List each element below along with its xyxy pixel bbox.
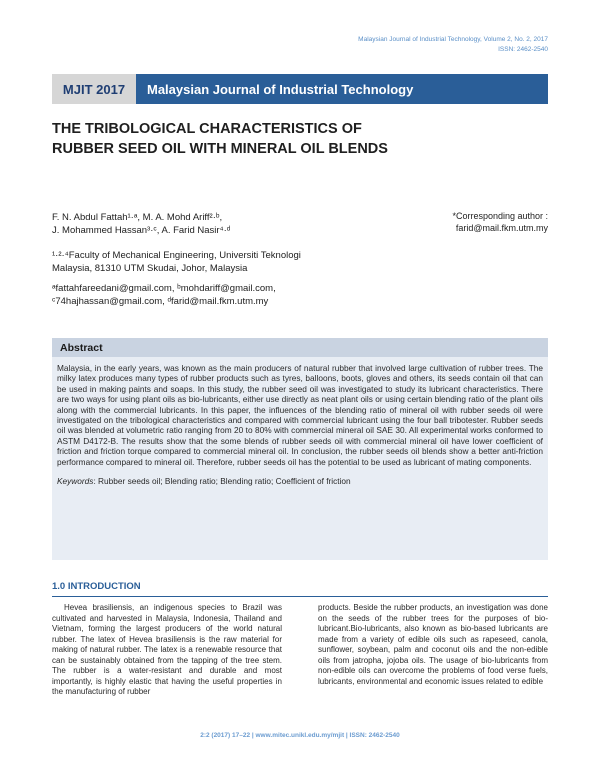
corresponding-author	[452, 210, 548, 234]
banner-full: Malaysian Journal of Industrial Technology	[136, 74, 548, 104]
author-emails	[52, 283, 382, 308]
keywords-label: Keywords	[57, 476, 94, 487]
body-column-right: products. Beside the rubber products, an investigation was done on the seeds of the rubber trees for the purposes of bio-lubricant.Bio-lubricants, also known as bio-based lubricants are made from a variety of edible oils such as rapeseed, canola, sunflower, soybean, palm and coconut oils and the non-edible oils from jatropha, jojoba oils. The usage of bio-lubricants from non-edible oils can overcome the problems of food verse fuels, lubricants, environmental and economic issues related to edible	[318, 603, 548, 686]
section-heading: 1.0 INTRODUCTION	[52, 581, 548, 597]
author-list	[52, 212, 382, 237]
affiliation-line-1: ¹·²·⁴Faculty of Mechanical Engineering, Universiti Teknologi	[52, 250, 301, 261]
body-column-left: Hevea brasiliensis, an indigenous species to Brazil was cultivated and harvested in Malaysia, Indonesia, Thailand and Vietnam, forming the largest producers of the world natural rubber. The latex of Hevea brasiliensis is the raw material for making of natural rubber. The latex is a renewable resource that can be sustainably obtained from the tapping of the tree stem. The rubber is a water-resistant and durable and most importantly, is highly elastic that having the useful properties in the manufacturing of rubber	[52, 603, 282, 696]
abstract-box	[52, 338, 548, 560]
keywords	[52, 467, 548, 486]
corresponding-label: *Corresponding author :	[452, 211, 548, 221]
author-line-1: F. N. Abdul Fattah¹·ᵃ, M. A. Mohd Ariff²·ᵇ,	[52, 212, 223, 223]
paper-title: THE TRIBOLOGICAL CHARACTERISTICS OF RUBBER SEED OIL WITH MINERAL OIL BLENDS	[52, 121, 388, 157]
running-header	[358, 35, 548, 55]
abstract-heading: Abstract	[52, 338, 548, 357]
abstract-text: Malaysia, in the early years, was known as the main producers of natural rubber that involved large cultivation of rubber trees. The milky latex produces many types of rubber products such as tyres, balloons, boots, gloves and others, its seeds contain oil that can be used in making paints and soaps. In this study, the rubber seed oil was investigated to study its lubricant characteristics. There are two ways for using plant oils as bio-lubricants, either use directly as neat plant oils or using certain blending ratio of the plant oils along with the commercial lubricants. In this paper, the influences of the blending ratio of mineral oil with rubber seeds oil were investigated on the tribological characteristics and compared with commercial lubricant using the four ball tribotester. Rubber seeds oil was blended at volumetric ratio ranging from 20 to 80% with commercial mineral oil SAE 30. All experimental works conformed to ASTM D4172-B. The results show that the some blends of rubber seeds oil with commercial mineral oil have lower coefficient of friction and friction torque compared to commercial mineral oil. In conclusion, the rubber seeds oil blends show a better anti-friction performance compared to mineral oil. Therefore, rubber seeds oil has the potential to be used as lubricant of mating components.	[57, 363, 543, 467]
affiliation-line-2: Malaysia, 81310 UTM Skudai, Johor, Malaysia	[52, 262, 248, 274]
issn-line: ISSN: 2462-2540	[498, 46, 548, 53]
banner-short: MJIT 2017	[52, 74, 136, 104]
keywords-list: : Rubber seeds oil; Blending ratio; Blending ratio; Coefficient of friction	[93, 476, 351, 487]
page-footer: 2:2 (2017) 17–22 | www.mitec.unikl.edu.my/mjit | ISSN: 2462-2540	[200, 732, 400, 739]
journal-banner	[52, 74, 548, 104]
journal-citation: Malaysian Journal of Industrial Technology, Volume 2, No. 2, 2017	[358, 36, 548, 43]
email-line-1: ᵃfattahfareedani@gmail.com, ᵇmohdariff@gmail.com,	[52, 283, 276, 294]
email-line-2: ᶜ74hajhassan@gmail.com, ᵈfarid@mail.fkm.utm.my	[52, 295, 269, 307]
author-line-2: J. Mohammed Hassan³·ᶜ, A. Farid Nasir⁴·ᵈ	[52, 224, 231, 236]
affiliation	[52, 250, 382, 275]
corresponding-email: farid@mail.fkm.utm.my	[455, 223, 548, 233]
